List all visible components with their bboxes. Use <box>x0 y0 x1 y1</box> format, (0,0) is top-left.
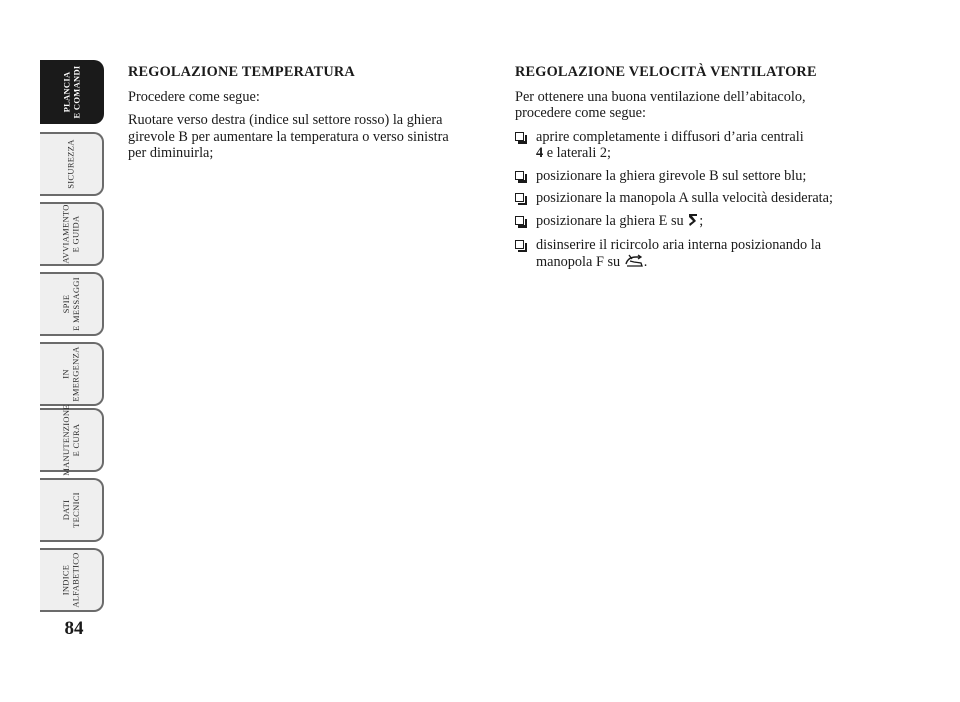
tab-in-emergenza[interactable] <box>40 342 104 406</box>
tab-label: SPIE E MESSAGGI <box>61 277 81 331</box>
tab-sicurezza[interactable] <box>40 132 104 196</box>
tab-spie-messaggi[interactable] <box>40 272 104 336</box>
list-item: aprire completamente i diffusori d’aria centrali 4 e laterali 2; <box>515 129 860 162</box>
instruction-list <box>515 129 860 273</box>
list-item: posizionare la manopola A sulla velocità desiderata; <box>515 190 860 207</box>
checkbox-bullet-icon <box>515 216 524 225</box>
checkbox-bullet-icon <box>515 132 524 141</box>
tab-avviamento-guida[interactable] <box>40 202 104 266</box>
list-item: disinserire il ricircolo aria interna posizionando la manopola F su . <box>515 237 860 272</box>
checkbox-bullet-icon <box>515 171 524 180</box>
section-heading-fan-speed: REGOLAZIONE VELOCITÀ VENTILATORE <box>515 64 817 80</box>
paragraph-intro: Per ottenere una buona ventilazione dell’abitacolo, procedere come segue: <box>515 88 806 121</box>
tab-label: PLANCIA E COMANDI <box>61 65 81 119</box>
tab-plancia-comandi[interactable] <box>40 60 104 124</box>
recirculation-off-icon <box>624 254 644 273</box>
tab-indice-alfabetico[interactable] <box>40 548 104 612</box>
right-column <box>515 64 860 278</box>
checkbox-bullet-icon <box>515 193 524 202</box>
checkbox-bullet-icon <box>515 240 524 249</box>
tab-manutenzione-cura[interactable] <box>40 404 104 476</box>
paragraph: Ruotare verso destra (indice sul settore rosso) la ghiera girevole B per aumentare la temperatura o verso sinistra per diminuirla; <box>128 112 449 161</box>
ventilation-face-icon <box>687 213 699 232</box>
vent-number: 4 <box>536 145 544 161</box>
list-item: posizionare la ghiera girevole B sul settore blu; <box>515 168 860 185</box>
tab-dati-tecnici[interactable] <box>40 478 104 542</box>
tab-label: IN EMERGENZA <box>61 346 81 402</box>
left-column <box>128 64 468 169</box>
list-item: posizionare la ghiera E su ; <box>515 213 860 232</box>
paragraph: Procedere come segue: <box>128 88 260 105</box>
tab-label: AVVIAMENTO E GUIDA <box>60 204 81 264</box>
section-heading-temperature: REGOLAZIONE TEMPERATURA <box>128 64 355 80</box>
tab-label: DATI TECNICI <box>61 492 81 528</box>
tab-label: SICUREZZA <box>65 139 76 189</box>
tab-label: MANUTENZIONE E CURA <box>61 404 81 476</box>
page-number: 84 <box>64 618 84 639</box>
tab-label: INDICE ALFABETICO <box>60 552 81 608</box>
